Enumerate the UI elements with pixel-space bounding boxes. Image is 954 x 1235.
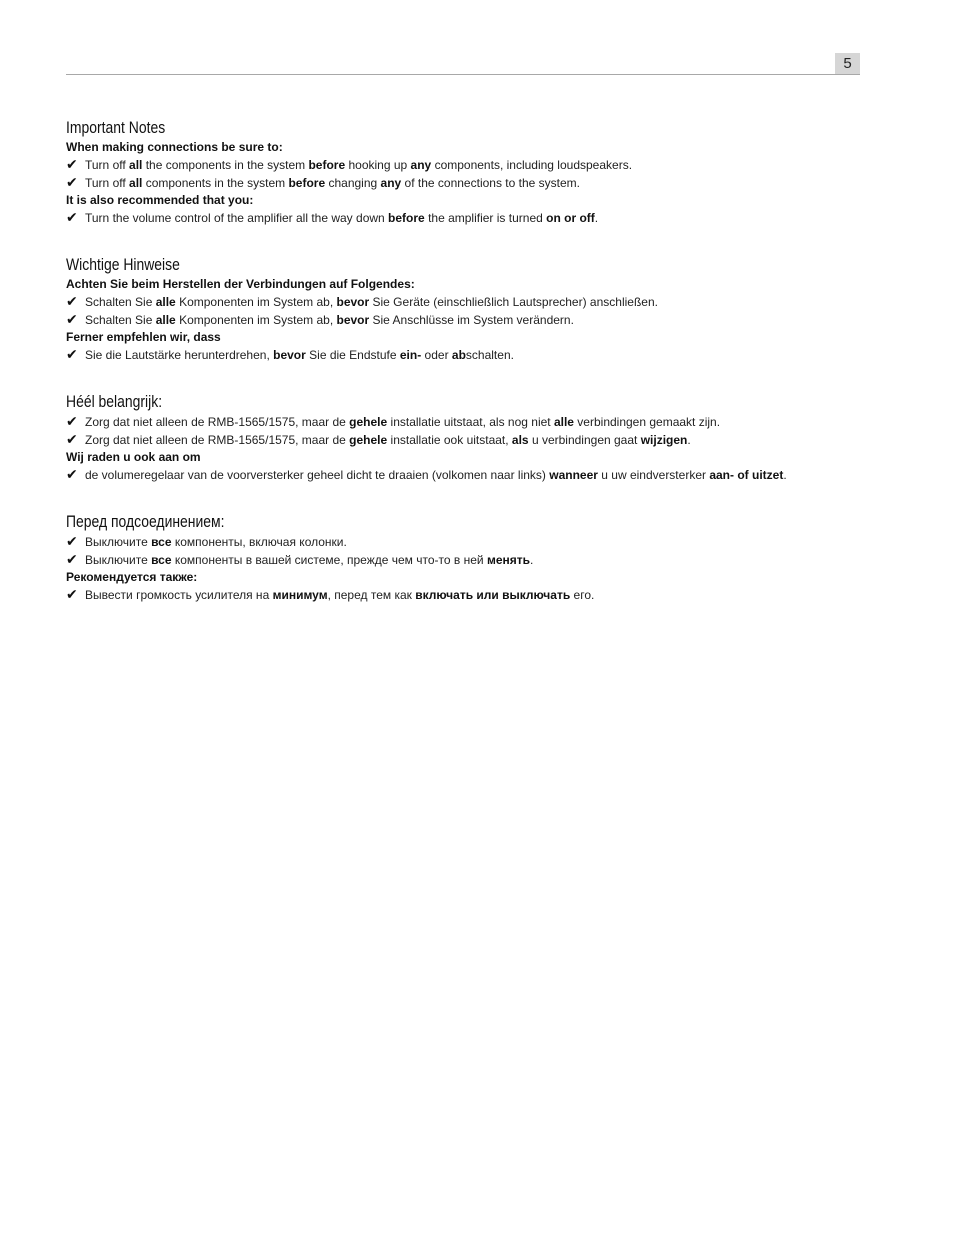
text-run: components, including loudspeakers. — [431, 158, 633, 172]
bold-text: bevor — [336, 313, 370, 327]
text-run: Вывести громкость усилителя на — [85, 588, 273, 602]
text-run: installatie uitstaat, als nog niet — [387, 415, 554, 429]
text-run: Schalten Sie — [85, 295, 156, 309]
checkmark-icon: ✔ — [66, 209, 78, 225]
bullet-item — [66, 551, 886, 569]
section-title: Héél belangrijk: — [66, 392, 163, 411]
text-run: components in the system — [142, 176, 289, 190]
bold-text: alle — [155, 313, 176, 327]
text-run: Sie Anschlüsse im System verändern. — [369, 313, 574, 327]
text-run: Выключите — [85, 535, 152, 549]
text-run: компоненты в вашей системе, прежде чем что-то в ней — [171, 553, 487, 567]
text-run: . — [687, 433, 691, 447]
bullet-item — [66, 311, 886, 329]
text-run: . — [530, 553, 534, 567]
bullet-text — [85, 157, 632, 174]
checkmark-icon: ✔ — [66, 413, 78, 429]
bullet-item — [66, 533, 886, 551]
text-run: Выключите — [85, 553, 152, 567]
text-run: de volumeregelaar van de voorversterker geheel dicht te draaien (volkomen naar links) — [85, 468, 550, 482]
section-dutch — [66, 391, 886, 484]
bullet-item — [66, 431, 886, 449]
bullet-item — [66, 413, 886, 431]
bullet-text — [85, 467, 787, 484]
header-rule — [66, 74, 860, 75]
checkmark-icon: ✔ — [66, 466, 78, 482]
bullet-text — [85, 432, 691, 449]
text-run: oder — [421, 348, 452, 362]
text-run: u verbindingen gaat — [528, 433, 641, 447]
text-run: verbindingen gemaakt zijn. — [573, 415, 721, 429]
bold-text: все — [151, 535, 172, 549]
text-run: hooking up — [345, 158, 411, 172]
text-run: Zorg dat niet alleen de RMB-1565/1575, maar de — [85, 415, 350, 429]
text-run: Sie Geräte (einschließlich Lautsprecher) anschließen. — [369, 295, 658, 309]
bold-text: alle — [553, 415, 574, 429]
text-run: Komponenten im System ab, — [175, 313, 337, 327]
text-run: . — [783, 468, 787, 482]
bullet-item — [66, 466, 886, 484]
bullet-text — [85, 587, 594, 604]
text-run: Sie die Endstufe — [305, 348, 400, 362]
bold-text: bevor — [336, 295, 370, 309]
bold-text: wanneer — [549, 468, 598, 482]
text-run: компоненты, включая колонки. — [171, 535, 347, 549]
bold-text: wijzigen — [640, 433, 688, 447]
bold-text: aan- of uitzet — [709, 468, 784, 482]
bold-text: менять — [486, 553, 531, 567]
text-run: the components in the system — [142, 158, 309, 172]
bold-text: before — [288, 176, 326, 190]
text-run: его. — [570, 588, 595, 602]
bullet-text — [85, 175, 580, 192]
bold-text: on or off — [546, 211, 595, 225]
subheading: Ferner empfehlen wir, dass — [66, 330, 221, 344]
bold-text: before — [308, 158, 346, 172]
text-run: Sie die Lautstärke herunterdrehen, — [85, 348, 274, 362]
checkmark-icon: ✔ — [66, 346, 78, 362]
bold-text: все — [151, 553, 172, 567]
bullet-text — [85, 534, 347, 551]
section-title: Important Notes — [66, 118, 166, 137]
checkmark-icon: ✔ — [66, 311, 78, 327]
section-title: Перед подсоединением: — [66, 512, 225, 531]
bullet-item — [66, 209, 886, 227]
bold-text: минимум — [272, 588, 328, 602]
bullet-item — [66, 346, 886, 364]
bold-text: any — [410, 158, 432, 172]
bullet-text — [85, 210, 598, 227]
text-run: Komponenten im System ab, — [175, 295, 337, 309]
text-run: installatie ook uitstaat, — [387, 433, 512, 447]
bold-text: any — [380, 176, 402, 190]
subheading: When making connections be sure to: — [66, 140, 283, 154]
text-run: of the connections to the system. — [401, 176, 580, 190]
subheading: Рекомендуется также: — [66, 570, 198, 584]
section-title: Wichtige Hinweise — [66, 255, 180, 274]
section-english — [66, 117, 886, 227]
checkmark-icon: ✔ — [66, 431, 78, 447]
text-run: Zorg dat niet alleen de RMB-1565/1575, maar de — [85, 433, 350, 447]
bold-text: bevor — [273, 348, 306, 362]
text-run: . — [594, 211, 599, 225]
subheading: Achten Sie beim Herstellen der Verbindungen auf Folgendes: — [66, 277, 415, 291]
subheading: It is also recommended that you: — [66, 193, 254, 207]
bullet-text — [85, 347, 514, 364]
bullet-item — [66, 174, 886, 192]
checkmark-icon: ✔ — [66, 293, 78, 309]
text-run: Turn the volume control of the amplifier all the way down — [85, 211, 389, 225]
bold-text: ab — [451, 348, 466, 362]
checkmark-icon: ✔ — [66, 156, 78, 172]
section-german — [66, 254, 886, 364]
checkmark-icon: ✔ — [66, 551, 78, 567]
subheading: Wij raden u ook aan om — [66, 450, 201, 464]
checkmark-icon: ✔ — [66, 174, 78, 190]
bold-text: включать или выключать — [415, 588, 571, 602]
section-russian — [66, 511, 886, 604]
bullet-item — [66, 293, 886, 311]
bullet-item — [66, 586, 886, 604]
text-run: u uw eindversterker — [597, 468, 710, 482]
bold-text: all — [129, 176, 143, 190]
bullet-text — [85, 552, 533, 569]
text-run: schalten. — [465, 348, 514, 362]
checkmark-icon: ✔ — [66, 586, 78, 602]
text-run: Schalten Sie — [85, 313, 156, 327]
text-run: Turn off — [85, 176, 130, 190]
bullet-text — [85, 294, 658, 311]
bullet-text — [85, 312, 574, 329]
text-run: the amplifier is turned — [424, 211, 547, 225]
bold-text: als — [511, 433, 529, 447]
bold-text: gehele — [349, 415, 388, 429]
bold-text: all — [129, 158, 143, 172]
checkmark-icon: ✔ — [66, 533, 78, 549]
text-run: changing — [325, 176, 381, 190]
bullet-text — [85, 414, 720, 431]
bullet-item — [66, 156, 886, 174]
text-run: Turn off — [85, 158, 130, 172]
bold-text: before — [388, 211, 425, 225]
bold-text: alle — [155, 295, 176, 309]
bold-text: ein- — [399, 348, 422, 362]
page-number: 5 — [835, 53, 860, 75]
bold-text: gehele — [349, 433, 388, 447]
text-run: , перед тем как — [327, 588, 416, 602]
